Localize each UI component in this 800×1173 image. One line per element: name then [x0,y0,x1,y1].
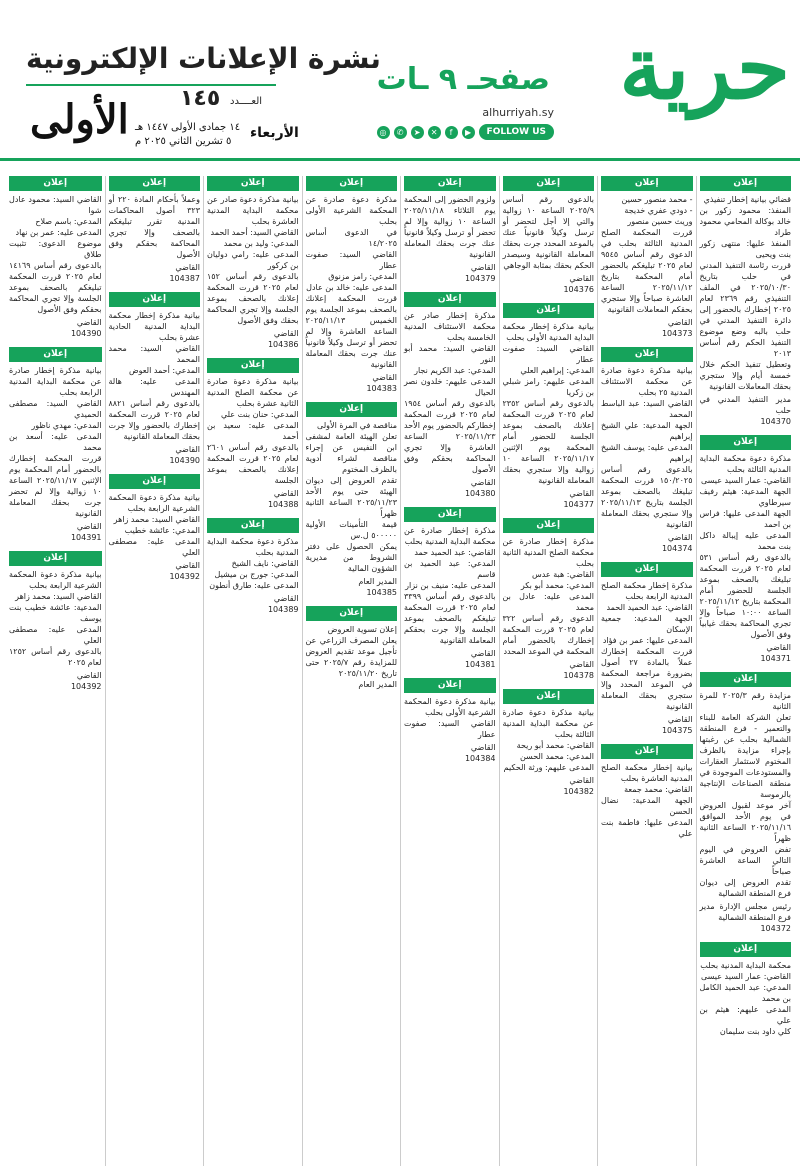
issue-label: العــــدد [230,96,263,107]
ad-signature: القاضي [470,263,496,272]
ad-number: 104386 [267,340,299,349]
ad-body: ولزوم الحضور إلى المحكمة يوم الثلاثاء ٢٠٢٥/١١/١٨ الساعة ١٠ زوالية وإلا لم تحضر أو ترسل وكيلاً قانونياً عنك جرت بحقك المعاملة القانونية [401,195,496,259]
pages-title: صفحـ ٩ ـات [376,62,550,97]
ad-number: 104391 [70,533,102,542]
ad-block [9,347,102,543]
ad-body: وعملاً بأحكام المادة ٢٢٠ أو ٣٢٣ أصول المحاكمات المدنية تقرر تبليغكم بالصحف وإلا تجري المحاكمة بحقكم وفق الأصول [105,195,201,259]
ad-number: 104374 [661,544,693,553]
ad-heading: إعلان [503,518,595,533]
edition-name: الأولى [30,96,129,143]
ad-signature: القاضي [569,660,594,669]
ad-signature: القاضي [76,671,102,680]
ad-signature: القاضي [569,274,594,283]
ad-block [105,176,201,284]
ads-columns [6,176,794,1166]
ad-block [404,507,496,670]
date-gregorian: ٥ تشرين الثاني ٢٠٢٥ م [135,136,232,147]
ad-block [109,292,201,466]
ad-heading: إعلان [700,672,792,687]
ad-number: 104390 [169,456,200,465]
ad-block [207,518,299,615]
ad-heading: إعلان [404,678,496,693]
facebook-icon[interactable]: f [445,126,458,139]
ad-body: مذكرة إخطار صادر عن محكمة الاستئناف المدنية الخامسة بحلب القاضي السيد: محمد أبو النور المدعي: عبد الكريم نجار المدعى عليهم: خلدون نصر الحيال بالدعوى رقم أساس ١٩٥٤ لعام ٢٠٢٥ قررت المحكمة إخطاركم بالحضور يوم الأحد ٢٠٢٥/١١/٢٣ الساعة العاشرة وإلا تجري المحاكمة بحقكم وفق الأصول [404,311,496,474]
ad-heading: إعلان [503,176,595,191]
ad-signature: القاضي [470,478,496,487]
ad-column [203,176,302,1166]
ad-number: 104389 [267,605,299,614]
ad-number: 104378 [563,671,594,680]
ad-body: بيانية مذكرة إخطار محكمة البداية المدنية الأولى بحلب القاضي السيد: صفوت عطار المدعي: إبراهيم العلي المدعى عليهم: رامز شبلي بن زكريا بالدعوى رقم أساس ٢٣٥٢ لعام ٢٠٢٥ قررت المحكمة إعلانك بالصحف بموعد الجلسة للحضور أمام المحكمة يوم الإثنين ٢٠٢٥/١١/١٧ الساعة ١٠ زوالية وإلا ستجري بحقك المعاملة القانونية [502,322,594,485]
ad-heading: إعلان [9,551,102,566]
ad-heading: إعلان [601,562,693,577]
ad-body: بيانية مذكرة دعوة المحكمة الشرعية الرابعة بحلب القاضي السيد: محمد زاهر المدعية: عائشة خطيب بنت يوسف المدعى عليه: مصطفى العلي بالدعوى رقم أساس ١٢٥٢ لعام ٢٠٢٥ [9,570,102,667]
ad-block [601,176,693,339]
ad-body: مذكرة دعوة محكمة البداية المدنية الثالثة بحلب القاضي: عمار السيد عيسى الجهة المدعية: هيثم رفيف سيرطاوي الجهة المدعى عليها: فراس بن احمد المدعى عليه إيبالة داكل بنت محمد بالدعوى رقم أساس ٥٣١ لعام ٢٠٢٥ قررت المحكمة تبليغك بالصحف بموعد الجلسة للحضور أمام المحكمة بتاريخ ٢٠٢٥/١١/١٢ الساعة ١٠:٠٠ صباحاً وإلا تجري المحاكمة بحقك غيابياً وفق الأصول [699,454,792,639]
ad-body: بيانية مذكرة إخطار محكمة البداية المدنية الحادية عشرة بحلب القاضي السيد: محمد المحمد المدعي: أحمد العوض المدعى عليه: هالة المهندس بالدعوى رقم أساس ٨٨٢١ لعام ٢٠٢٥ قررت المحكمة إخطارك بالحضور وإلا جرت بحقك المعاملة القانونية [108,311,200,441]
ad-number: 104373 [661,329,693,338]
ad-column [400,176,499,1166]
ad-body: مناقصة في المرة الأولى تعلن الهيئة العامة لمشفى ابن النفيس عن إجراء مناقصة لشراء أدوية بالظرف المختوم تقدم العروض إلى ديوان الهيئة حتى يوم الأحد ٢٠٢٥/١١/٢٣ الساعة الثانية ظهراً قيمة التأمينات الأولية ٥٠٠٠٠٠ ل.س يمكن الحصول على دفتر الشروط من مديرية الشؤون المالية [305,421,397,573]
site-url[interactable]: alhurriyah.sy [482,106,554,119]
ad-body: - محمد منصور حسين - دودي عفري خديجة وريث حسين منصور قررت المحكمة الصلح المدنية الثالثة بحلب في الدعوى رقم أساس ٩٥٤٥ لعام ٢٠٢٥ تبليغكم بالحضور أمام المحكمة بتاريخ ٢٠٢٥/١١/١٢ الساعة العاشرة صباحاً وإلا ستجري بحقكم المعاملات القانونية [601,195,693,314]
ad-block [503,518,595,681]
ad-signature: القاضي [273,329,299,338]
ad-signature: القاضي [372,373,397,382]
ad-number: 104385 [366,588,397,597]
ad-body: مذكرة إخطار صادرة عن محكمة البداية المدنية بحلب القاضي: عبد الحميد حمد المدعي: عبد الحميد بن قاسم المدعى عليه: منيف بن نزار بالدعوى رقم أساس ٣٣٩٩ لعام ٢٠٢٥ قررت المحكمة تبليغكم بالصحف بموعد الجلسة وإلا جرت بحقكم المعاملة القانونية [404,526,496,645]
ad-heading: إعلان [306,606,398,621]
ad-block [503,303,595,510]
ad-heading: إعلان [207,176,299,191]
ad-number: 104382 [563,787,594,796]
ad-body: بيانية إخطار محكمة الصلح المدنية العاشرة بحلب القاضي: محمد جمعة الجهة المدعية: نضال الحسن المدعى عليها: فاطمة بنت علي [601,763,693,838]
ad-number: 104387 [169,274,200,283]
ad-number: 104377 [563,500,594,509]
ad-signature: رئيس مجلس الإدارة مدير فرع المنطقة الشمالية [699,902,791,922]
ad-signature: القاضي [76,318,102,327]
ad-heading: إعلان [503,689,595,704]
ad-block [306,606,398,690]
ad-body: بيانية مذكرة دعوة صادرة عن محكمة الصلح المدنية الثانية عشرة بحلب المدعي: حنان بنت علي المدعى عليه: سعيد بن أحمد بالدعوى رقم أساس ٢٦٠١ لعام ٢٠٢٥ قررت المحكمة إعلانك بالصحف بموعد الجلسة [207,377,299,485]
youtube-icon[interactable]: ▶ [462,126,475,139]
ad-body: مذكرة دعوة محكمة البداية المدنية بحلب القاضي: نايف الشيخ المدعي: جورج بن ميشيل المدعى عليه: طارق أنطون [207,537,299,590]
ad-block [503,689,595,797]
ad-heading: إعلان [601,176,693,191]
ad-block [404,678,496,764]
ad-heading: إعلان [700,176,792,191]
ad-block [306,176,398,394]
ad-block [601,347,693,554]
ad-column [597,176,696,1166]
ad-body: بيانية مذكرة دعوة المحكمة الشرعية الأولى بحلب القاضي السيد: صفوت عطار [404,697,496,739]
ad-column [696,176,795,1166]
ad-column [6,176,105,1166]
ad-body: إعلان تسوية العروض يعلن المصرف الزراعي عن تأجيل موعد تقديم العروض للمزايدة رقم ٢٠٢٥/٧ حتى تاريخ ٢٠٢٥/١١/٢٠ المدير العام [305,625,397,689]
ad-column [499,176,598,1166]
ad-block [306,402,398,598]
ad-signature: المدير العام [358,577,397,586]
ad-block [700,942,792,1037]
issue-number: ١٤٥ [180,86,221,111]
ad-signature: مدير التنفيذ المدني في حلب [699,395,791,415]
ad-heading: إعلان [306,176,398,191]
ad-heading: إعلان [700,435,792,450]
ad-body: مذكرة إخطار صادرة عن محكمة الصلح المدنية الثانية بحلب القاضي: هبة عدس المدعي: محمد أبو بكر المدعى عليه: عادل بن محمد الدعوى رقم أساس ٣٢٢ لعام ٢٠٢٥ قررت المحكمة إخطارك بالحضور أمام المحكمة في الموعد المحدد [502,537,594,656]
ad-number: 104380 [464,489,496,498]
ad-column [105,176,204,1166]
ad-number: 104370 [760,417,791,426]
ad-number: 104384 [464,754,496,763]
ad-number: 104392 [70,682,102,691]
ad-number: 104375 [661,726,693,735]
ad-number: 104376 [563,285,594,294]
instagram-icon[interactable]: ◎ [377,126,390,139]
ad-block [700,435,792,664]
ad-signature: القاضي [273,489,299,498]
ad-heading: إعلان [109,292,201,307]
ad-heading: إعلان [601,347,693,362]
ad-block [700,672,792,934]
ad-signature: القاضي [470,743,496,752]
ad-body: بيانية مذكرة دعوة صادرة عن محكمة البداية المدنية الثالثة بحلب القاضي: محمد أبو ريحة المدعي: محمد الحسن المدعى عليهم: ورثة الحكيم [502,708,594,772]
header-divider [0,158,800,161]
ad-signature: القاضي [667,715,693,724]
publication-title: نشرة الإعلانات الإلكترونية [26,42,381,75]
ad-signature: القاضي [569,489,594,498]
ad-block [401,176,496,284]
ad-heading: إعلان [109,474,201,489]
x-icon[interactable]: ✕ [428,126,441,139]
day-name: الأربعاء [250,125,299,141]
ad-signature: القاضي [175,445,200,454]
ad-block [9,176,102,339]
ad-signature: القاضي [273,594,299,603]
ad-heading: إعلان [9,176,102,191]
telegram-icon[interactable]: ➤ [411,126,424,139]
ad-body: بالدعوى رقم أساس ٢٠٢٥/٩ الساعة ١٠ زوالية والتي إلا أجل لتحضر أو ترسل وكيلاً قانونياً عنك بالموعد المحدد جرت بحقك المعاملة القانونية وسيصدر الحكم بحقك بمثابة الوجاهي [499,195,594,270]
social-bar [377,124,554,140]
ad-signature: القاضي [667,533,693,542]
ad-block [207,358,299,510]
ad-signature: القاضي [766,643,791,652]
ad-heading: إعلان [207,518,299,533]
masthead [0,0,800,150]
ad-body: محكمة البداية المدنية بحلب القاضي: عمار السيد عيسى المدعي: عبد الحميد الكامل بن محمد المدعى عليهم: هيثم بن علي كلي داود بنت سليمان [699,961,791,1036]
ad-heading: إعلان [700,942,792,957]
ad-block [404,292,496,499]
ad-number: 104390 [70,329,102,338]
ad-heading: إعلان [9,347,102,362]
ad-body: بيانية مذكرة دعوة المحكمة الشرعية الرابعة بحلب القاضي السيد: محمد زاهر المدعي: عائشة خطيب المدعى عليه: مصطفى العلي [108,493,200,557]
ad-number: 104392 [169,572,200,581]
ad-block [109,474,201,582]
ad-number: 104371 [760,654,791,663]
ad-number: 104379 [464,274,496,283]
whatsapp-icon[interactable]: ✆ [394,126,407,139]
ad-number: 104381 [464,660,496,669]
ad-heading: إعلان [109,176,201,191]
ad-block [700,176,792,427]
ad-heading: إعلان [503,303,595,318]
ad-body: بيانية مذكرة دعوة صادرة عن محكمة الاستئناف المدنية ٢٥ بحلب القاضي السيد: عبد الباسط المحمد الجهة المدعية: علي الشيخ إبراهيم المدعى عليه: يوسف الشيخ إبراهيم بالدعوى رقم أساس ١٥٠/٢٠٢٥ قررت المحكمة تبليغك بالصحف بموعد الجلسة بتاريخ ٢٠٢٥/١١/١٣ وإلا ستجري بحقك المعاملة القانونية [601,366,693,529]
ad-heading: إعلان [207,358,299,373]
date-hijri: ١٤ جمادى الأولى ١٤٤٧ هـ [135,122,241,133]
ad-heading: إعلان [404,507,496,522]
ad-body: مذكرة دعوة صادرة عن المحكمة الشرعية الأولى بحلب في الدعوى أساس ١٤/٢٠٢٥ القاضي السيد: صفوت عطار المدعي: رامز مزنوق المدعى عليه: خالد بن عادل قررت المحكمة إعلانك بالصحف بموعد الجلسة يوم الخميس ٢٠٢٥/١١/١٣ الساعة العاشرة وإلا لم تحضر أو ترسل وكيلاً قانونياً عنك جرت بحقك المعاملة القانونية [305,195,397,369]
ad-signature: القاضي [470,649,496,658]
title-underline [26,84,276,86]
logo[interactable]: حرية [619,18,790,119]
ad-signature: القاضي [175,561,200,570]
ad-number: 104383 [366,384,397,393]
ad-number: 104388 [267,500,299,509]
ad-signature: القاضي [569,776,594,785]
ad-block [207,176,299,350]
ad-heading: إعلان [404,176,496,191]
follow-us-button[interactable]: FOLLOW US [479,124,554,140]
ad-number: 104372 [760,924,791,933]
ad-heading: إعلان [601,744,693,759]
ad-signature: القاضي [667,318,693,327]
ad-body: بيانية مذكرة دعوة صادر عن محكمة البداية المدنية العاشرة بحلب القاضي السيد: أحمد الحمد المدعي: وليد بن محمد المدعى عليه: رامي دوليان بن كركور بالدعوى رقم أساس ١٥٢ لعام ٢٠٢٥ قررت المحكمة إعلانك بالصحف بموعد الجلسة وإلا تجري المحاكمة بحقك وفق الأصول [207,195,299,325]
ad-heading: إعلان [404,292,496,307]
ad-block [499,176,595,295]
ad-body: قضائي بيانية إخطار تنفيذي المنفذ: محمود زكور بن خالد بوكالة المحامي محمود طراد المنفذ عليها: منتهى زكور بنت ويحيى قررت رئاسة التنفيذ المدني في حلب بتاريخ ٢٠٢٥/١٠/٣٠ في الملف التنفيذي رقم ٢٣٦٩ لعام ٢٠٢٥ إخطارك بالحضور إلى دائرة التنفيذ المدني في حلب بالبه وضع موضوع التنفيذ الحكم رقم أساس ٢٠١٣ وتعطيل تنفيذ الحكم خلال خمسة أيام وإلا ستجري بحقك المعاملات القانونية [699,195,791,391]
ad-block [601,562,693,736]
ad-signature: القاضي [175,263,200,272]
ad-body: بيانية مذكرة إخطار صادرة عن محكمة البداية المدنية الرابعة بحلب القاضي السيد: مصطفى الحميدي المدعي: مهدي ناظور المدعى عليه: أسعد بن محمد قررت المحكمة إخطارك بالحضور أمام المحكمة يوم الإثنين ٢٠٢٥/١١/١٧ الساعة ١٠ زوالية وإلا لم تحضر جرت بحقك المعاملة القانونية [9,366,102,518]
ad-block [601,744,693,839]
ad-heading: إعلان [306,402,398,417]
ad-body: القاضي السيد: محمود عادل شوا المدعي: باسم صلاح المدعى عليه: عمر بن نهاد موضوع الدعوى: تثبيت طلاق بالدعوى رقم أساس ١٤١٦٩ لعام ٢٠٢٥ قررت المحكمة تبليغكم بالصحف بموعد الجلسة وإلا تجري المحاكمة بحقكم وفق الأصول [9,195,102,314]
ad-signature: القاضي [76,522,102,531]
ad-column [302,176,401,1166]
ad-body: مزايدة رقم ٢٠٢٥/٣ للمرة الثانية تعلن الشركة العامة للبناء والتعمير - فرع المنطقة الشمالية بحلب عن رغبتها بإجراء مزايدة بالظرف المختوم لاستثمار العقارات والمستودعات الموجودة في منطقة الصناعات الإنتاجية بالرموسة آخر موعد لقبول العروض في يوم الأحد الموافق ٢٠٢٥/١١/١٦ الساعة الثانية ظهراً تفض العروض في اليوم التالي الساعة العاشرة صباحاً تقدم العروض إلى ديوان فرع المنطقة الشمالية [699,691,792,898]
ad-body: مذكرة إخطار محكمة الصلح المدنية الرابعة بحلب القاضي: عبد الحميد الحمد الجهة المدعية: جمعية الإسكان المدعى عليها: عمر بن فؤاد قررت المحكمة إخطارك عملاً بالمادة ٢٧ أصول بضرورة مراجعة المحكمة في الموعد المحدد وإلا ستجري بحقك المعاملة القانونية [601,581,693,711]
ad-block [9,551,102,692]
